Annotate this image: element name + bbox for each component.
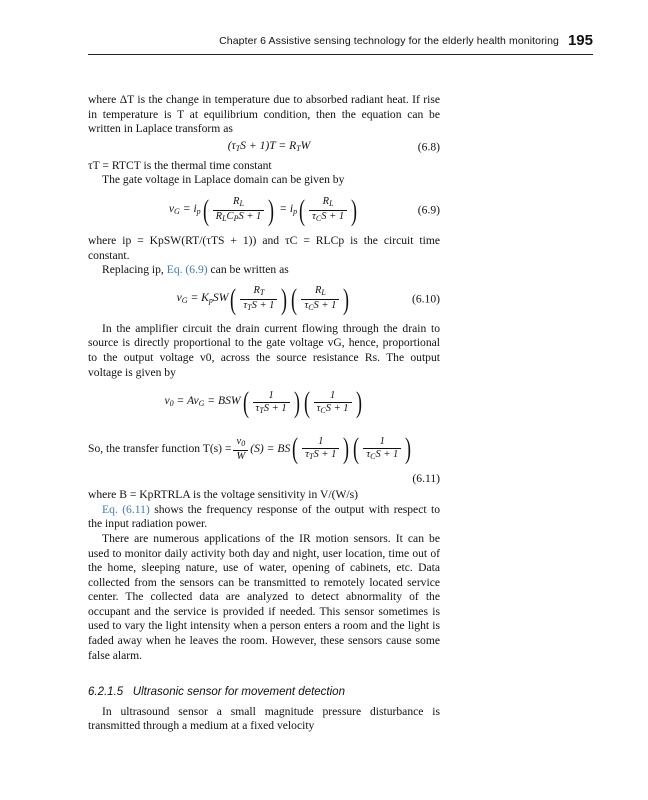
ultrasonic-paragraph: In ultrasound sensor a small magnitude pressure disturbance is transmitted through a medium at a fixed velocity bbox=[88, 704, 440, 733]
replacing-post: can be written as bbox=[210, 263, 289, 277]
page-number: 195 bbox=[567, 32, 593, 49]
applications-paragraph: There are numerous applications of the IR motion sensors. It can be used to monitor daily activity both day and night, user location, time out of the home, sleeping nature, use of water, opening of cabinets, etc. Data collected from the sensors can be transmitted to remotely located service center. The collected data are analyzed to detect abnormality of the occupant and the service is provided if needed. This sensor sometimes is used to vary the light intensity when a person enters a room and the light is faded away when he leaves the room. However, these sensors cause some false alarm. bbox=[88, 531, 440, 662]
replacing-pre: Replacing ip, bbox=[102, 263, 164, 277]
equation-number: (6.9) bbox=[417, 203, 440, 217]
frequency-response-body: shows the frequency response of the output with respect to the input radiation power. bbox=[88, 502, 440, 531]
section-heading bbox=[88, 685, 440, 700]
running-header bbox=[88, 32, 593, 55]
equation-number-6-11 bbox=[88, 472, 440, 488]
paragraph-delta-t: where ΔT is the change in temperature due to absorbed radiant heat. If rise in temperature is T at equilibrium condition, then the equation can be written in Laplace transform as bbox=[88, 93, 440, 136]
amplifier-paragraph: In the amplifier circuit the drain current flowing through the drain to source is directly proportional to the gate voltage vG, hence, proportional to the output voltage v0, across the source resistance Rs. The output voltage is given by bbox=[88, 321, 440, 379]
equation-6-11: So, the transfer function T(s) = $\frac{v0}{W}$ (S) = BS ( $\frac{1}{\tau_TS + 1}$ ) ( $\frac{1}{\tau_CS + 1}$ ) bbox=[88, 432, 412, 466]
equation-number: (6.10) bbox=[411, 292, 440, 306]
where-b-text: where B = KpRTRLA is the voltage sensitivity in V/(W/s) bbox=[88, 488, 359, 502]
gate-voltage-text: The gate voltage in Laplace domain can be given by bbox=[102, 173, 345, 187]
equation-6-8: $(\tau_TS + 1)T = R_TW$ (6.8) bbox=[227, 138, 440, 154]
tau-t-definition: τT = RTCT is the thermal time constant bbox=[88, 158, 272, 172]
running-title: Chapter 6 Assistive sensing technology for the elderly health monitoring bbox=[219, 35, 559, 47]
page-body bbox=[88, 93, 440, 734]
eq-6-11-link[interactable]: Eq. (6.11) bbox=[102, 502, 150, 516]
equation-6-10: $v_G = K_pSW$ ( $\frac{R_T}{\tau_TS + 1}$ ) ( $\frac{R_L}{\tau_CS + 1}$ ) (6.10) bbox=[176, 282, 440, 316]
replacing-text bbox=[88, 263, 440, 278]
where-ip-text: where ip = KpSW(RT/(τTS + 1)) and τC = RLCp is the circuit time constant. bbox=[88, 233, 440, 262]
equation-6-9: $v_G = i_p$ ( $\frac{R_L}{R_LC_PS + 1}$ ) = $i_p$ ( $\frac{R_L}{\tau_CS + 1}$ ) (6.9) bbox=[168, 193, 440, 227]
equation-output-voltage: $v0 = Av_G$ = BSW ( $\frac{1}{\tau_TS + 1}$ ) ( $\frac{1}{\tau_CS + 1}$ ) bbox=[164, 386, 362, 420]
transfer-lead: So, the transfer function T(s) = bbox=[88, 441, 232, 455]
equation-number: (6.8) bbox=[417, 140, 440, 154]
equation-number: (6.11) bbox=[412, 472, 440, 486]
eq-6-9-link[interactable]: Eq. (6.9) bbox=[166, 263, 208, 277]
section-title: Ultrasonic sensor for movement detection bbox=[132, 686, 345, 699]
frequency-response-text bbox=[88, 503, 440, 532]
section-number: 6.2.1.5 bbox=[88, 686, 124, 699]
